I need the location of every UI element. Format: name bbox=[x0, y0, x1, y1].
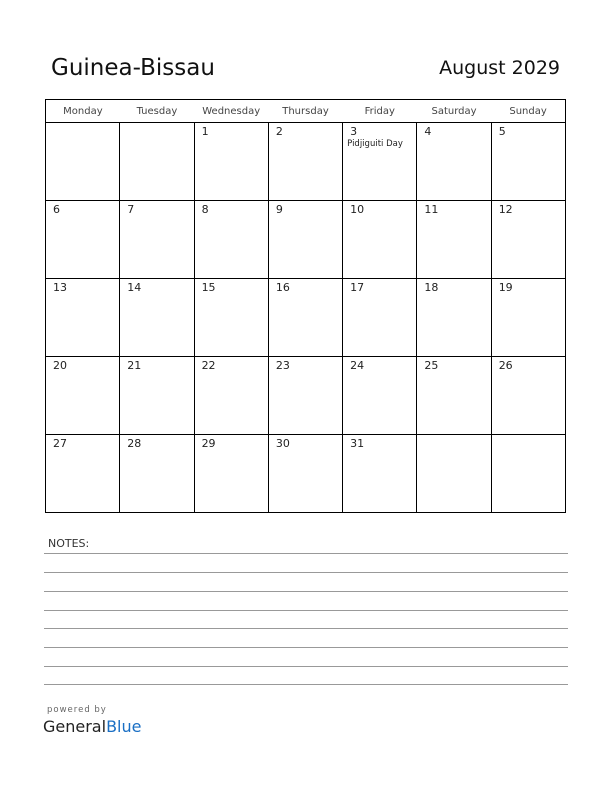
day-number: 23 bbox=[275, 359, 290, 372]
day-cell bbox=[491, 357, 565, 435]
day-number: 11 bbox=[424, 203, 439, 216]
day-number: 18 bbox=[424, 281, 439, 294]
day-number: 10 bbox=[350, 203, 365, 216]
weekday-header: Wednesday bbox=[194, 100, 268, 123]
day-cell bbox=[491, 123, 565, 201]
day-cell bbox=[46, 123, 120, 201]
day-number: 16 bbox=[275, 281, 290, 294]
day-cell bbox=[120, 123, 194, 201]
day-number: 4 bbox=[424, 125, 432, 138]
day-cell bbox=[343, 357, 417, 435]
calendar-grid bbox=[45, 99, 566, 513]
day-number: 2 bbox=[275, 125, 283, 138]
day-number: 19 bbox=[498, 281, 513, 294]
day-number: 25 bbox=[424, 359, 439, 372]
day-number: 7 bbox=[127, 203, 135, 216]
day-cell bbox=[343, 279, 417, 357]
day-number: 22 bbox=[201, 359, 216, 372]
day-cell bbox=[417, 357, 491, 435]
weekday-header-row bbox=[46, 100, 566, 123]
week-row bbox=[46, 357, 566, 435]
brand-name-part2: Blue bbox=[106, 717, 142, 736]
day-cell bbox=[417, 435, 491, 513]
day-number: 3 bbox=[350, 125, 358, 138]
day-number: 27 bbox=[53, 437, 67, 450]
day-number: 31 bbox=[350, 437, 365, 450]
day-cell bbox=[491, 435, 565, 513]
notes-line bbox=[44, 628, 568, 629]
day-cell bbox=[417, 201, 491, 279]
weekday-header: Thursday bbox=[268, 100, 342, 123]
day-number: 5 bbox=[498, 125, 506, 138]
day-cell bbox=[268, 357, 342, 435]
day-cell bbox=[343, 123, 417, 201]
day-number: 15 bbox=[201, 281, 216, 294]
day-number: 24 bbox=[350, 359, 365, 372]
calendar-month-title: August 2029 bbox=[439, 57, 560, 79]
day-cell bbox=[120, 357, 194, 435]
notes-line bbox=[44, 610, 568, 611]
day-cell bbox=[268, 123, 342, 201]
holiday-label: Pidjiguiti Day bbox=[347, 139, 403, 149]
day-cell bbox=[343, 435, 417, 513]
weekday-header: Saturday bbox=[417, 100, 491, 123]
day-number: 21 bbox=[127, 359, 142, 372]
weekday-header: Monday bbox=[46, 100, 120, 123]
notes-line bbox=[44, 684, 568, 685]
day-number: 1 bbox=[201, 125, 209, 138]
brand-name-part1: General bbox=[43, 717, 107, 736]
day-cell bbox=[46, 435, 120, 513]
week-row bbox=[46, 201, 566, 279]
day-number: 29 bbox=[201, 437, 216, 450]
day-cell bbox=[343, 201, 417, 279]
day-cell bbox=[46, 357, 120, 435]
day-number: 28 bbox=[127, 437, 142, 450]
day-cell bbox=[120, 201, 194, 279]
day-cell bbox=[491, 279, 565, 357]
day-cell bbox=[194, 201, 268, 279]
day-cell bbox=[417, 279, 491, 357]
day-cell bbox=[194, 435, 268, 513]
day-cell bbox=[120, 435, 194, 513]
day-cell bbox=[268, 435, 342, 513]
notes-line bbox=[44, 572, 568, 573]
week-row bbox=[46, 123, 566, 201]
notes-line bbox=[44, 591, 568, 592]
day-number: 20 bbox=[53, 359, 67, 372]
weekday-header: Sunday bbox=[491, 100, 565, 123]
week-row bbox=[46, 279, 566, 357]
day-number: 13 bbox=[53, 281, 67, 294]
day-cell bbox=[46, 279, 120, 357]
day-cell bbox=[46, 201, 120, 279]
day-cell bbox=[491, 201, 565, 279]
day-cell bbox=[268, 201, 342, 279]
day-number: 8 bbox=[201, 203, 209, 216]
notes-line bbox=[44, 647, 568, 648]
day-cell bbox=[194, 357, 268, 435]
notes-line bbox=[44, 553, 568, 554]
notes-line bbox=[44, 666, 568, 667]
brand-logo bbox=[43, 717, 141, 736]
day-cell bbox=[194, 123, 268, 201]
day-cell bbox=[194, 279, 268, 357]
day-cell bbox=[268, 279, 342, 357]
calendar-country-title: Guinea-Bissau bbox=[51, 55, 215, 81]
day-number: 30 bbox=[275, 437, 290, 450]
day-number: 6 bbox=[53, 203, 60, 216]
day-number: 12 bbox=[498, 203, 513, 216]
day-number: 17 bbox=[350, 281, 365, 294]
day-number: 26 bbox=[498, 359, 513, 372]
weekday-header: Friday bbox=[343, 100, 417, 123]
powered-by-text: powered by bbox=[47, 705, 107, 715]
notes-label: NOTES: bbox=[48, 537, 90, 550]
day-cell bbox=[417, 123, 491, 201]
day-cell bbox=[120, 279, 194, 357]
day-number: 9 bbox=[275, 203, 283, 216]
day-number: 14 bbox=[127, 281, 142, 294]
weekday-header: Tuesday bbox=[120, 100, 194, 123]
week-row bbox=[46, 435, 566, 513]
